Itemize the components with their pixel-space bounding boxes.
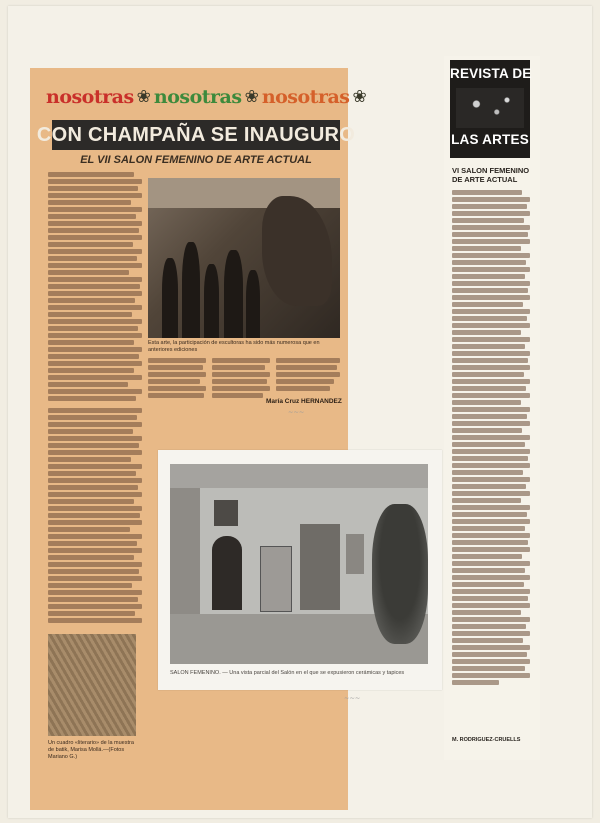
gallery-photograph — [158, 450, 442, 690]
headline: CON CHAMPAÑA SE INAUGURO — [52, 120, 340, 150]
pencil-annotation: ~~~ — [344, 694, 361, 702]
flower-icon: ❀ — [352, 87, 367, 106]
photo-caption: Esta arte, la participación de escultoras ha sido más numerosa que en anteriores ediciones — [148, 340, 320, 353]
article-text-column — [276, 358, 340, 393]
scrapbook-page — [8, 6, 592, 818]
masthead-word: nosotras — [261, 86, 350, 108]
article-text-column — [48, 408, 142, 625]
pencil-annotation: ~~~ — [288, 408, 305, 416]
masthead-word: nosotras — [46, 86, 134, 108]
photo-caption: SALON FEMENINO. — Una vista parcial del Salón en el que se expusieron cerámicas y tapices — [170, 670, 405, 676]
batik-photo — [48, 634, 136, 736]
article-text-column — [452, 190, 530, 687]
subheadline: VI SALON FEMENINO DE ARTE ACTUAL — [452, 166, 530, 184]
masthead-word: nosotras — [153, 86, 242, 108]
article-text-column — [48, 172, 142, 403]
logo-line: REVISTA DE — [450, 66, 532, 81]
revista-de-las-artes-logo — [450, 60, 530, 158]
exhibition-photo — [148, 178, 340, 338]
flower-icon: ❀ — [244, 87, 259, 106]
gallery-photo-image — [170, 464, 428, 664]
flower-icon: ❀ — [136, 87, 151, 106]
article-text-column — [148, 358, 206, 400]
logo-artwork — [456, 88, 524, 128]
newspaper-clipping-right — [444, 56, 540, 760]
masthead — [46, 82, 367, 112]
photo-caption: Un cuadro «literario» de la muestra de batik, Marisa Mollá.—(Fotos Mariano G.) — [48, 740, 134, 760]
logo-line: LAS ARTES — [451, 132, 529, 147]
article-text-column — [212, 358, 270, 400]
subheadline: EL VII SALON FEMENINO DE ARTE ACTUAL — [80, 154, 312, 166]
newspaper-clipping-left — [30, 68, 367, 810]
author-signature: M. RODRIGUEZ-CRUELLS — [452, 737, 521, 743]
byline: María Cruz HERNANDEZ — [266, 398, 342, 405]
